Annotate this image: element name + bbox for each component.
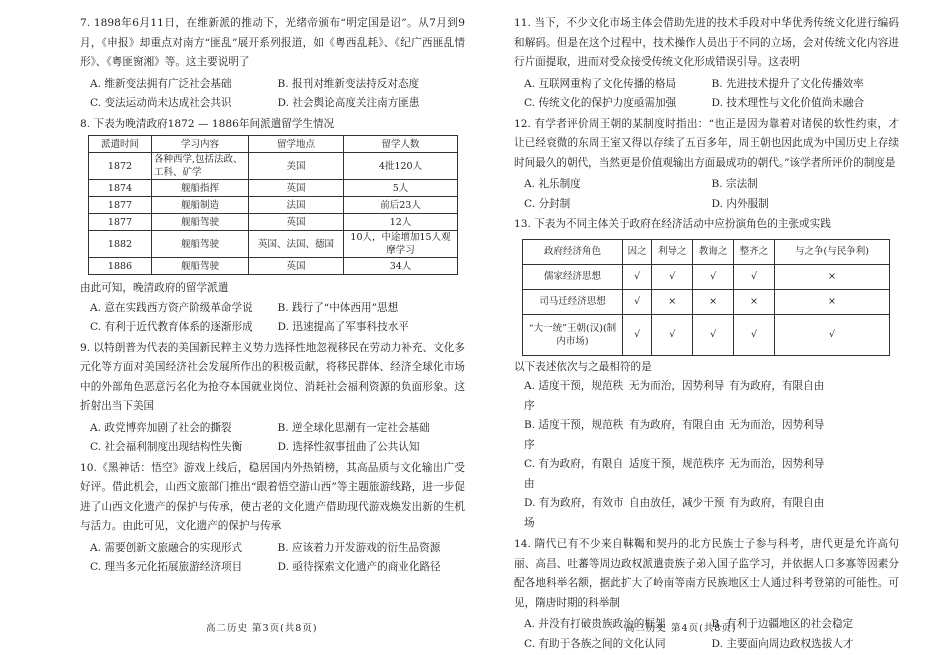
- table-row: [523, 289, 890, 314]
- option-a[interactable]: [524, 377, 899, 416]
- table-cell: ×: [775, 289, 890, 314]
- table-cell: ×: [693, 289, 734, 314]
- table-cell: “大一统”王朝(汉)(制内市场): [523, 314, 623, 355]
- option-b[interactable]: B. 应该着力开发游戏的衍生品资源: [277, 541, 441, 554]
- table-cell: √: [652, 314, 693, 355]
- table-cell: ×: [652, 289, 693, 314]
- option-text: 适度干预，规范秩序: [629, 458, 725, 470]
- table-cell: 10人，中途增加15人观摩学习: [344, 231, 458, 258]
- col-header: 因之: [623, 239, 652, 264]
- table-cell: 美国: [249, 153, 344, 180]
- table-cell: 英国: [249, 180, 344, 197]
- table-row: [89, 180, 458, 197]
- col-header: 与之争(与民争利): [775, 239, 890, 264]
- table-cell: 英国: [249, 214, 344, 231]
- option-d[interactable]: D. 亟待探索文化遗产的商业化路径: [277, 561, 441, 573]
- question-8: 8. 下表为晚清政府1872 — 1886年间派遣留学生情况: [80, 117, 335, 130]
- table-cell: 英国: [249, 258, 344, 275]
- right-column: [514, 14, 899, 655]
- table-cell: √: [693, 314, 734, 355]
- option-text: 无为而治，因势利导: [629, 380, 725, 392]
- option-a[interactable]: A. 需要创新文旅融合的实现形式: [90, 541, 243, 554]
- table-cell: 舰船指挥: [152, 180, 249, 197]
- option-text: 有为政府，有限自由: [729, 497, 825, 509]
- table-cell: 儒家经济思想: [523, 264, 623, 289]
- table-cell: 舰船驾驶: [152, 258, 249, 275]
- option-d[interactable]: D. 迅速提高了军事科技水平: [277, 321, 409, 333]
- option-d[interactable]: D. 技术理性与文化价值尚未融合: [711, 97, 865, 109]
- table-cell: 1886: [89, 258, 152, 275]
- question-11: 11. 当下，不少文化市场主体会借助先进的技术手段对中华优秀传统文化进行编码和解码。但是在这个过程中，技术操作人员出于不同的立场，会对传统文化内容进行片面提取，进而对受众接受传统文化形成错误引导。这表明: [514, 17, 899, 68]
- question-9-options: [90, 419, 465, 458]
- table-cell: 舰船驾驶: [152, 231, 249, 258]
- table-row: [89, 258, 458, 275]
- option-c[interactable]: C. 社会福利制度出现结构性失衡: [90, 441, 243, 453]
- table-row: [523, 314, 890, 355]
- col-header: 学习内容: [152, 136, 249, 153]
- page-footer-left: 高二历史 第3页(共8页): [206, 623, 318, 634]
- option-d[interactable]: D. 选择性叙事扭曲了公共认知: [277, 441, 420, 453]
- question-11-options: [524, 75, 899, 114]
- option-c[interactable]: C. 变法运动尚未达成社会共识: [90, 97, 232, 109]
- option-d[interactable]: [524, 494, 899, 533]
- table-cell: √: [623, 289, 652, 314]
- option-b[interactable]: B. 逆全球化思潮有一定社会基础: [277, 421, 430, 434]
- question-8-options: [90, 299, 465, 338]
- question-12: 12. 有学者评价周王朝的某制度时指出：“也正是因为靠着对诸侯的软性约束，才让已经衰微的东周王室又得以存续了五百多年，周王朝也因此成为中国历史上存续时间最久的朝代，当然更是价值观输出方面最成功的朝代。”该学者所评价的制度是: [514, 117, 899, 169]
- page-footer-right: 高二历史 第4页(共8页): [625, 623, 737, 634]
- table-cell: 12人: [344, 214, 458, 231]
- option-c[interactable]: C. 有利于近代教育体系的逐渐形成: [90, 321, 253, 333]
- table-header-row: [89, 136, 458, 153]
- option-b[interactable]: B. 报刊对维新变法持反对态度: [277, 77, 420, 90]
- option-a[interactable]: A. 互联网重构了文化传播的格局: [524, 77, 677, 90]
- table-cell: √: [734, 314, 775, 355]
- col-header: 派遣时间: [89, 136, 152, 153]
- option-text: 无为而治，因势利导: [729, 419, 825, 431]
- option-d[interactable]: D. 社会舆论高度关注南方匪患: [277, 97, 420, 109]
- question-8-stem: 由此可知，晚清政府的留学派遣: [80, 282, 229, 294]
- table-cell: 1874: [89, 180, 152, 197]
- table-cell: √: [693, 264, 734, 289]
- option-a[interactable]: A. 政党博弈加剧了社会的撕裂: [90, 421, 232, 434]
- option-text: A. 适度干预，规范秩序: [524, 380, 624, 412]
- option-a[interactable]: A. 维新变法拥有广泛社会基础: [90, 77, 232, 90]
- question-12-options: [524, 175, 899, 214]
- option-text: B. 适度干预，规范秩序: [524, 419, 624, 451]
- table-cell: 舰船驾驶: [152, 214, 249, 231]
- table-header-row: [523, 239, 890, 264]
- col-header: 教诲之: [693, 239, 734, 264]
- option-text: C. 有为政府，有限自由: [524, 458, 624, 490]
- col-header: 整齐之: [734, 239, 775, 264]
- table-row: [89, 153, 458, 180]
- option-d[interactable]: D. 内外服制: [711, 197, 769, 210]
- option-c[interactable]: C. 分封制: [524, 197, 571, 210]
- option-a[interactable]: A. 礼乐制度: [524, 178, 581, 190]
- col-header: 留学人数: [344, 136, 458, 153]
- table-cell: ×: [775, 264, 890, 289]
- question-10-options: [90, 539, 465, 578]
- question-13-options: [524, 377, 899, 533]
- option-c[interactable]: [524, 455, 899, 494]
- table-cell: 4批120人: [344, 153, 458, 180]
- table-cell: 1877: [89, 197, 152, 214]
- table-row: [523, 264, 890, 289]
- option-text: 自由放任，减少干预: [629, 497, 725, 509]
- table-cell: 1872: [89, 153, 152, 180]
- table-cell: √: [775, 314, 890, 355]
- table-cell: 前后23人: [344, 197, 458, 214]
- table-cell: 舰船制造: [152, 197, 249, 214]
- table-cell: 法国: [249, 197, 344, 214]
- table-cell: 1877: [89, 214, 152, 231]
- table-cell: √: [652, 264, 693, 289]
- option-b[interactable]: B. 宗法制: [711, 178, 758, 190]
- table-cell: 英国、法国、德国: [249, 231, 344, 258]
- option-b[interactable]: [524, 416, 899, 455]
- table-cell: ×: [734, 289, 775, 314]
- col-header: 留学地点: [249, 136, 344, 153]
- option-c[interactable]: C. 理当多元化拓展旅游经济项目: [90, 561, 243, 573]
- question-9: 9. 以特朗普为代表的美国新民粹主义势力选择性地忽视移民在劳动力补充、文化多元化等方面对美国经济社会发展所作出的积极贡献，将移民群体、经济全球化市场中的外部角色恶意污名化为抢夺本国就业岗位、消耗社会福利资源的负面形象。这折射出当下美国: [80, 341, 465, 412]
- question-13: 13. 下表为不同主体关于政府在经济活动中应扮演角色的主张或实践: [514, 218, 831, 230]
- option-a[interactable]: A. 并没有打破贵族政治的框架: [524, 618, 666, 630]
- question-13-stem: 以下表述依次与之最相符的是: [514, 360, 652, 373]
- table-cell: 34人: [344, 258, 458, 275]
- option-text: 无为而治，因势利导: [729, 458, 825, 470]
- col-header: 利导之: [652, 239, 693, 264]
- option-text: 有为政府，有限自由: [729, 380, 825, 392]
- option-a[interactable]: A. 意在实践西方资产阶级革命学说: [90, 301, 253, 314]
- table-cell: √: [623, 314, 652, 355]
- table-row: [89, 197, 458, 214]
- option-b[interactable]: B. 有利于边疆地区的社会稳定: [711, 618, 854, 630]
- option-c[interactable]: C. 有助于各族之间的文化认同: [524, 637, 666, 650]
- study-abroad-table: [88, 135, 458, 275]
- table-cell: 各种西学,包括法政、工科、矿学: [152, 153, 249, 180]
- question-10: 10.《黑神话：悟空》游戏上线后，稳居国内外热销榜，其高品质与文化输出广受好评。借此机会，山西文旅部门推出“跟着悟空游山西”等主题旅游线路，进一步促进了山西文化遗产的保护与传承，使古老的文化遗产借助现代游戏焕发出新的生机与活力。由此可见，文化遗产的保护与传承: [80, 461, 465, 532]
- table-row: [89, 231, 458, 258]
- left-column: [80, 14, 465, 579]
- table-cell: 1882: [89, 231, 152, 258]
- option-b[interactable]: B. 践行了“中体西用”思想: [277, 301, 399, 314]
- option-text: D. 有为政府，有效市场: [524, 497, 624, 529]
- option-text: 有为政府，有限自由: [629, 419, 725, 431]
- economic-role-table: [522, 239, 890, 356]
- question-7: 7. 1898年6月11日，在维新派的推动下，光绪帝颁布“明定国是诏”。从7月到9月，《申报》却重点对南方“匪乱”展开系列报道，如《粤西乱耗》、《纪广西匪乱情形》、《粤匪窗湘》等。这主要说明了: [80, 17, 465, 68]
- table-cell: 司马迁经济思想: [523, 289, 623, 314]
- col-header: 政府经济角色: [523, 239, 623, 264]
- table-cell: √: [734, 264, 775, 289]
- option-c[interactable]: C. 传统文化的保护力度亟需加强: [524, 97, 677, 109]
- option-d[interactable]: D. 主要面向周边政权选拔人才: [711, 637, 854, 650]
- question-7-options: [90, 75, 465, 114]
- question-14: 14. 隋代已有不少来自靺鞨和契丹的北方民族士子参与科考，唐代更是允许高句丽、高昌、吐蕃等周边政权派遣贵族子弟入国子监学习，并依据人口多寡等因素分配各地科举名额，据此扩大了岭南等南方民族地区士人通过科考登第的可能性。可见，隋唐时期的科举制: [514, 538, 899, 609]
- table-cell: 5人: [344, 180, 458, 197]
- option-b[interactable]: B. 先进技术提升了文化传播效率: [711, 77, 864, 90]
- table-cell: √: [623, 264, 652, 289]
- table-row: [89, 214, 458, 231]
